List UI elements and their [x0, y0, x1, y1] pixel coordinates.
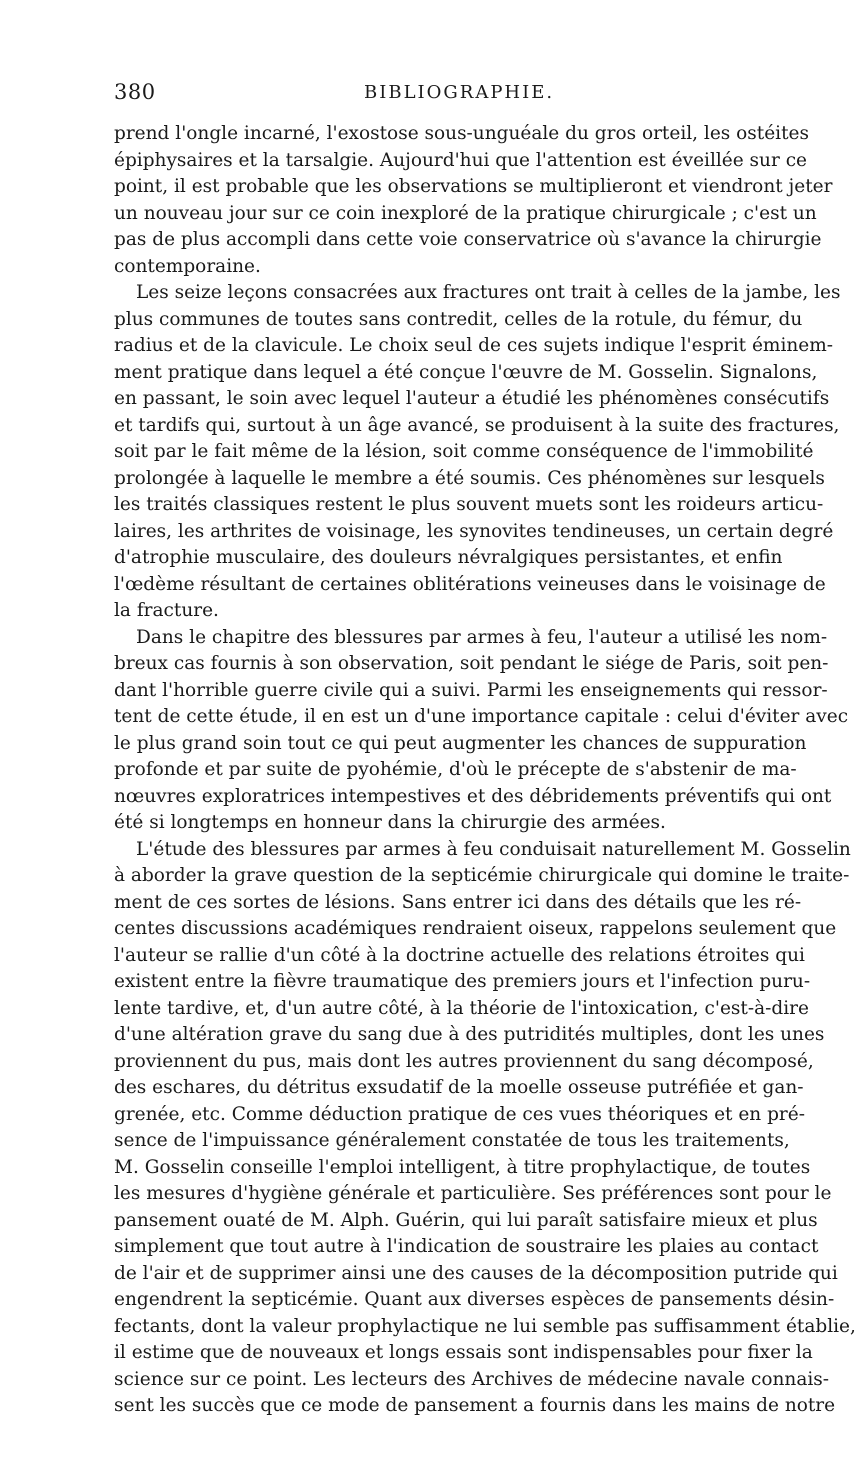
text-line: profonde et par suite de pyohémie, d'où le précepte de s'abstenir de ma-: [114, 759, 797, 780]
text-line: les traités classiques restent le plus souvent muets sont les roideurs articu-: [114, 494, 824, 515]
text-line: le plus grand soin tout ce qui peut augmenter les chances de suppuration: [114, 732, 807, 754]
text-line: M. Gosselin conseille l'emploi intelligent, à titre prophylactique, de toutes: [114, 1156, 811, 1178]
text-line: breux cas fournis à son observation, soit pendant le siége de Paris, soit pen-: [114, 653, 829, 674]
text-line: pas de plus accompli dans cette voie conservatrice où s'avance la chirurgie: [114, 229, 822, 250]
text-line: de l'air et de supprimer ainsi une des causes de la décomposition putride qui: [114, 1262, 838, 1284]
body-text: [114, 121, 856, 1420]
text-line: la fracture.: [114, 600, 219, 621]
text-line: en passant, le soin avec lequel l'auteur a étudié les phénomènes consécutifs: [114, 388, 830, 409]
running-head: [114, 80, 744, 110]
text-line: plus communes de toutes sans contredit, celles de la rotule, du fémur, du: [114, 308, 803, 330]
text-line: simplement que tout autre à l'indication de soustraire les plaies au contact: [114, 1236, 819, 1257]
text-line: proviennent du pus, mais dont les autres proviennent du sang décomposé,: [114, 1050, 814, 1072]
text-line: contemporaine.: [114, 255, 261, 277]
text-line: ment pratique dans lequel a été conçue l'œuvre de M. Gosselin. Signalons,: [114, 361, 818, 383]
text-line: il estime que de nouveaux et longs essais sont indispensables pour fixer la: [114, 1342, 813, 1363]
text-line: L'étude des blessures par armes à feu conduisait naturellement M. Gosselin: [136, 838, 851, 860]
text-line: laires, les arthrites de voisinage, les synovites tendineuses, un certain degré: [114, 520, 834, 542]
text-line: sence de l'impuissance généralement constatée de tous les traitements,: [114, 1130, 790, 1151]
text-line: tent de cette étude, il en est un d'une importance capitale : celui d'éviter avec: [114, 706, 849, 727]
page-number: 380: [114, 80, 156, 104]
text-line: point, il est probable que les observations se multiplieront et viendront jeter: [114, 176, 833, 197]
text-line: des eschares, du détritus exsudatif de la moelle osseuse putréfiée et gan-: [114, 1077, 804, 1098]
text-line: existent entre la fièvre traumatique des premiers jours et l'infection puru-: [114, 971, 811, 992]
text-line: Dans le chapitre des blessures par armes à feu, l'auteur a utilisé les nom-: [136, 626, 828, 648]
text-line: d'une altération grave du sang due à des putridités multiples, dont les unes: [114, 1024, 825, 1045]
text-line: épiphysaires et la tarsalgie. Aujourd'hui que l'attention est éveillée sur ce: [114, 149, 808, 171]
text-line: soit par le fait même de la lésion, soit comme conséquence de l'immobilité: [114, 441, 814, 462]
text-line: fectants, dont la valeur prophylactique ne lui semble pas suffisamment établie,: [114, 1315, 856, 1337]
text-line: engendrent la septicémie. Quant aux diverses espèces de pansements désin-: [114, 1289, 835, 1310]
text-line: ment de ces sortes de lésions. Sans entrer ici dans des détails que les ré-: [114, 891, 802, 913]
text-line: lente tardive, et, d'un autre côté, à la théorie de l'intoxication, c'est-à-dire: [114, 997, 809, 1019]
text-line: un nouveau jour sur ce coin inexploré de la pratique chirurgicale ; c'est un: [114, 202, 817, 224]
text-line: science sur ce point. Les lecteurs des Archives de médecine navale connais-: [114, 1368, 830, 1390]
text-line: à aborder la grave question de la septicémie chirurgicale qui domine le traite-: [114, 865, 850, 886]
text-line: prolongée à laquelle le membre a été soumis. Ces phénomènes sur lesquels: [114, 467, 825, 489]
text-line: radius et de la clavicule. Le choix seul de ces sujets indique l'esprit éminem-: [114, 335, 834, 356]
text-line: Les seize leçons consacrées aux fractures ont trait à celles de la jambe, les: [136, 282, 841, 303]
text-line: d'atrophie musculaire, des douleurs névralgiques persistantes, et enfin: [114, 547, 783, 568]
text-line: été si longtemps en honneur dans la chirurgie des armées.: [114, 812, 666, 833]
text-line: les mesures d'hygiène générale et particulière. Ses préférences sont pour le: [114, 1183, 832, 1204]
text-line: nœuvres exploratrices intempestives et des débridements préventifs qui ont: [114, 785, 832, 807]
text-line: l'auteur se rallie d'un côté à la doctrine actuelle des relations étroites qui: [114, 944, 805, 966]
text-line: sent les succès que ce mode de pansement a fournis dans les mains de notre: [114, 1395, 836, 1416]
running-title: BIBLIOGRAPHIE.: [364, 82, 555, 103]
text-line: grenée, etc. Comme déduction pratique de ces vues théoriques et en pré-: [114, 1103, 805, 1125]
text-line: dant l'horrible guerre civile qui a suivi. Parmi les enseignements qui ressor-: [114, 679, 828, 701]
text-line: centes discussions académiques rendraient oiseux, rappelons seulement que: [114, 918, 837, 939]
text-line: prend l'ongle incarné, l'exostose sous-unguéale du gros orteil, les ostéites: [114, 123, 809, 144]
text-line: pansement ouaté de M. Alph. Guérin, qui lui paraît satisfaire mieux et plus: [114, 1209, 818, 1231]
text-line: l'œdème résultant de certaines oblitérations veineuses dans le voisinage de: [114, 573, 826, 595]
text-line: et tardifs qui, surtout à un âge avancé, se produisent à la suite des fractures,: [114, 414, 840, 436]
